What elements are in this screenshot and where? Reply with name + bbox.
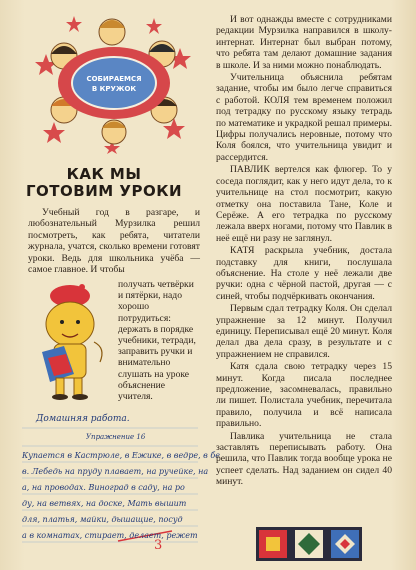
title-line-2: ГОТОВИМ УРОКИ <box>25 182 183 200</box>
notebook-line: Купается в Кастрюле, в Ежике, в ведре, в бе <box>22 451 220 460</box>
intro-paragraph <box>28 207 200 275</box>
decorative-pattern <box>256 527 362 561</box>
article-paragraph: Павлика учительница не стала заставлять переписывать работу. Она решила, что Павлик тогда вообще урока не успеет сделать. Над заданием он сидел 40 минут. <box>216 430 392 488</box>
notebook-line: для, платья, майки, дышащие, посуд <box>22 515 183 524</box>
club-emblem <box>34 14 194 154</box>
emblem-center <box>72 57 156 109</box>
emblem-text-line1: СОБИРАЕМСЯ <box>86 75 142 83</box>
article-paragraph: Учительница объяснила ребятам задание, чтобы им было легче справиться с работой. КОЛЯ тем временем положил под тетрадку по русскому языку тетрадь по математике и украдкой решал примеры. Цифры получались неровные, потому что Коля боялся, что учительница увидит и рассердится. <box>216 72 392 163</box>
article-paragraph: КАТЯ раскрыла учебник, достала подставку для книги, послушала объяснение. На столе у неё лежали две ручки: одна с чёрной пастой, другая — с синей, чтобы подчёркивать окончания. <box>216 245 392 302</box>
handwritten-notebook <box>22 410 220 560</box>
notebook-line: в. Лебедь на пруду плавает, на ручейке, на <box>22 467 209 476</box>
notebook-subheading: Упражнение 16 <box>86 433 146 441</box>
article-paragraph: ПАВЛИК вертелся как флюгер. То у соседа поглядит, как у него идут дела, то к учительнице на стол посмотрит, какую отметку она поставила Тане, Коле и Серёже. А его тетрадка по русскому лежала вверх ногами, потому что Павлик в неё ещё ни разу не заглянул. <box>216 164 392 244</box>
emblem-text-line2: В КРУЖОК <box>91 85 137 93</box>
title-line-1: КАК МЫ <box>66 165 142 183</box>
narrow-paragraph: получать четвёрки и пятёрки, надо хорошо потрудиться: держать в порядке учебники, тетради, заправить ручки и внимательно слушать на уроке объяснение учителя. <box>118 279 196 403</box>
article-paragraph: И вот однажды вместе с сотрудниками редакции Мурзилка направился в школу-интернат. Интернат был выбран потому, что ребята там делают домашние задания в школе. И за ними можно понаблюдать. <box>216 14 392 71</box>
intro-text: Учебный год в разгаре, и любознательный Мурзилка решил посмотреть, как ребята, читатели журнала, учатся, сколько времени готовят уроки. Ведь для школьника учёба — самое главное. И чтобы <box>28 207 200 276</box>
girl-with-books-illustration <box>34 282 114 400</box>
notebook-line: а, на проводах. Виноград в саду, на ро <box>22 483 185 492</box>
page-title <box>24 166 184 200</box>
page-number: 3 <box>154 538 163 553</box>
article-right-column <box>216 14 392 488</box>
notebook-line: а в комнатах, стирает, делает, режет <box>22 531 198 540</box>
notebook-heading: Домашняя работа. <box>36 414 130 424</box>
notebook-line: ду, на ветвях, на доске, Мать вышит <box>22 499 187 508</box>
article-paragraph: Первым сдал тетрадку Коля. Он сделал упражнение за 12 минут. Получил единицу. Переписывал ещё 20 минут. Коля делал два дела сразу, в результате и с упражнением не справился. <box>216 303 392 360</box>
article-paragraph: Катя сдала свою тетрадку через 15 минут. Когда писала последнее предложение, засомневалась, правильно ли пишет. Полистала учебник, перечитала правило, получила и всё написала правильно. <box>216 361 392 430</box>
